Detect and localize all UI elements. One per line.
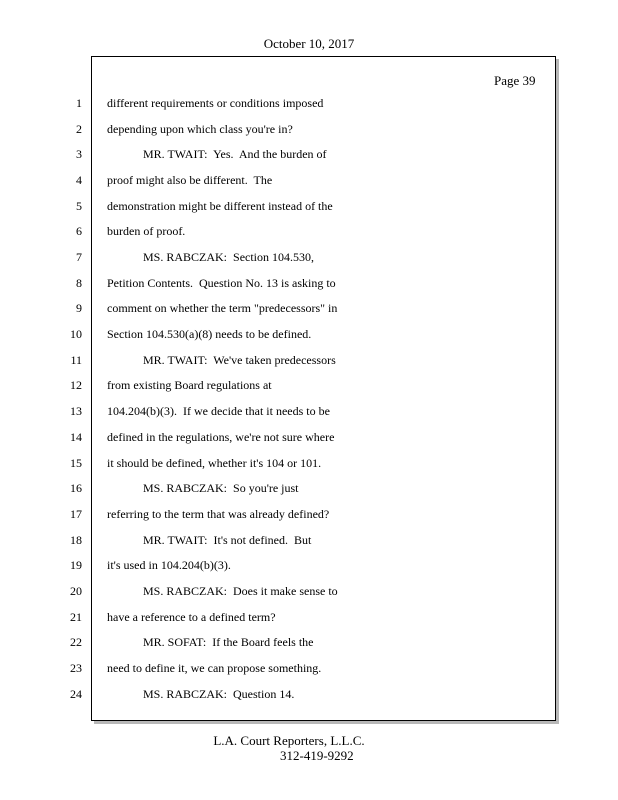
line-number: 21: [70, 610, 82, 624]
line-number: 2: [76, 122, 82, 136]
line-number: 18: [70, 533, 82, 547]
line-number: 24: [70, 687, 82, 701]
line-number: 9: [76, 301, 82, 315]
transcript-date: October 10, 2017: [263, 36, 355, 51]
line-number: 4: [76, 173, 82, 187]
transcript-line: have a reference to a defined term?: [107, 610, 276, 624]
transcript-line: referring to the term that was already defined?: [107, 507, 330, 521]
page-number: Page 39: [494, 73, 536, 88]
transcript-line: burden of proof.: [107, 224, 186, 238]
line-number: 1: [76, 96, 82, 110]
line-number: 3: [76, 147, 82, 161]
transcript-line: 104.204(b)(3). If we decide that it needs to be: [107, 404, 330, 418]
line-number: 23: [70, 661, 82, 675]
transcript-line: it should be defined, whether it's 104 or 101.: [107, 456, 322, 470]
line-number: 13: [70, 404, 82, 418]
line-number: 7: [76, 250, 82, 264]
transcript-line: depending upon which class you're in?: [107, 122, 293, 136]
transcript-line: Petition Contents. Question No. 13 is asking to: [107, 276, 336, 290]
line-number: 22: [70, 635, 82, 649]
transcript-line: MR. TWAIT: We've taken predecessors: [143, 353, 336, 367]
line-number: 12: [70, 378, 82, 392]
line-number: 15: [70, 456, 82, 470]
line-number: 5: [76, 199, 82, 213]
transcript-line: MS. RABCZAK: So you're just: [143, 481, 299, 495]
line-number: 19: [70, 558, 82, 572]
line-number: 20: [70, 584, 82, 598]
line-number: 10: [70, 327, 82, 341]
transcript-line: it's used in 104.204(b)(3).: [107, 558, 231, 572]
transcript-line: MS. RABCZAK: Question 14.: [143, 687, 295, 701]
transcript-line: MS. RABCZAK: Section 104.530,: [143, 250, 315, 264]
transcript-line: comment on whether the term "predecessors" in: [107, 301, 338, 315]
line-number: 11: [70, 353, 82, 367]
line-number: 16: [70, 481, 82, 495]
transcript-line: MR. TWAIT: Yes. And the burden of: [143, 147, 327, 161]
transcript-line: Section 104.530(a)(8) needs to be defined.: [107, 327, 312, 341]
line-number: 6: [76, 224, 82, 238]
transcript-line: defined in the regulations, we're not sure where: [107, 430, 335, 444]
court-reporter-name: L.A. Court Reporters, L.L.C.: [213, 733, 365, 748]
line-number: 17: [70, 507, 82, 521]
transcript-line: proof might also be different. The: [107, 173, 273, 187]
transcript-line: need to define it, we can propose something.: [107, 661, 322, 675]
transcript-line: MS. RABCZAK: Does it make sense to: [143, 584, 338, 598]
transcript-line: from existing Board regulations at: [107, 378, 272, 392]
transcript-line: MR. SOFAT: If the Board feels the: [143, 635, 314, 649]
transcript-line: demonstration might be different instead of the: [107, 199, 333, 213]
court-reporter-phone: 312-419-9292: [280, 748, 354, 763]
line-number: 8: [76, 276, 82, 290]
transcript-line: different requirements or conditions imposed: [107, 96, 324, 110]
line-number: 14: [70, 430, 82, 444]
transcript-line: MR. TWAIT: It's not defined. But: [143, 533, 312, 547]
